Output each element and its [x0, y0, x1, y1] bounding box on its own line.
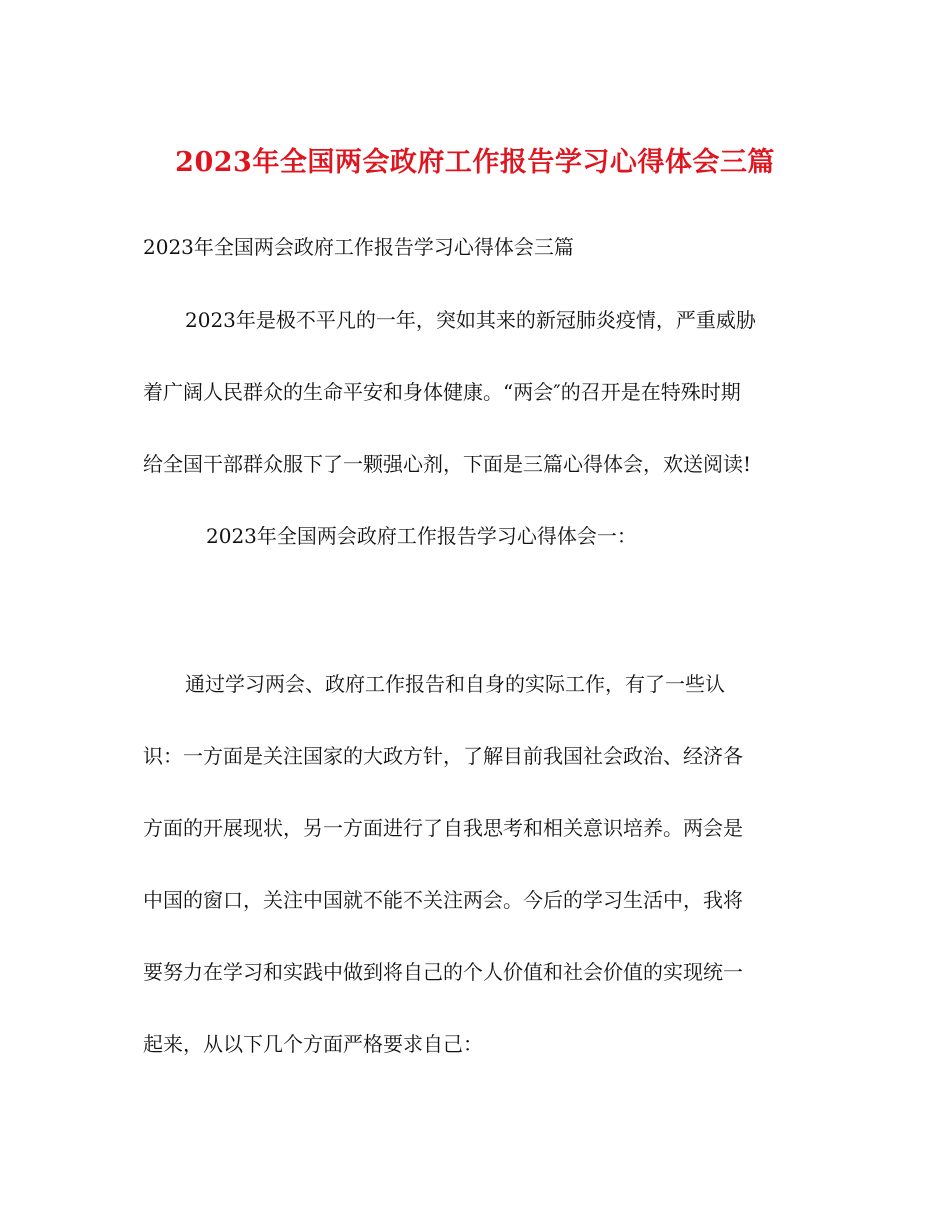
section-heading: 2023年全国两会政府工作报告学习心得体会一： [206, 524, 637, 548]
body-paragraph-line: 中国的窗口，关注中国就不能不关注两会。今后的学习生活中，我将 [143, 888, 743, 912]
subtitle-line: 2023年全国两会政府工作报告学习心得体会三篇 [143, 235, 574, 259]
body-paragraph-line: 方面的开展现状，另一方面进行了自我思考和相关意识培养。两会是 [143, 816, 743, 840]
intro-paragraph-line: 给全国干部群众服下了一颗强心剂，下面是三篇心得体会，欢送阅读! [143, 452, 752, 476]
body-paragraph-line: 要努力在学习和实践中做到将自己的个人价值和社会价值的实现统一 [143, 960, 743, 984]
intro-paragraph-line: 着广阔人民群众的生命平安和身体健康。“两会″的召开是在特殊时期 [143, 380, 741, 404]
document-title: 2023年全国两会政府工作报告学习心得体会三篇 [175, 147, 775, 178]
body-paragraph-line: 识：一方面是关注国家的大政方针，了解目前我国社会政治、经济各 [143, 744, 743, 768]
body-paragraph-line: 起来，从以下几个方面严格要求自己： [143, 1032, 483, 1056]
intro-paragraph-line: 2023年是极不平凡的一年，突如其来的新冠肺炎疫情，严重威胁 [185, 308, 756, 332]
body-paragraph-line: 通过学习两会、政府工作报告和自身的实际工作，有了一些认 [185, 672, 725, 696]
